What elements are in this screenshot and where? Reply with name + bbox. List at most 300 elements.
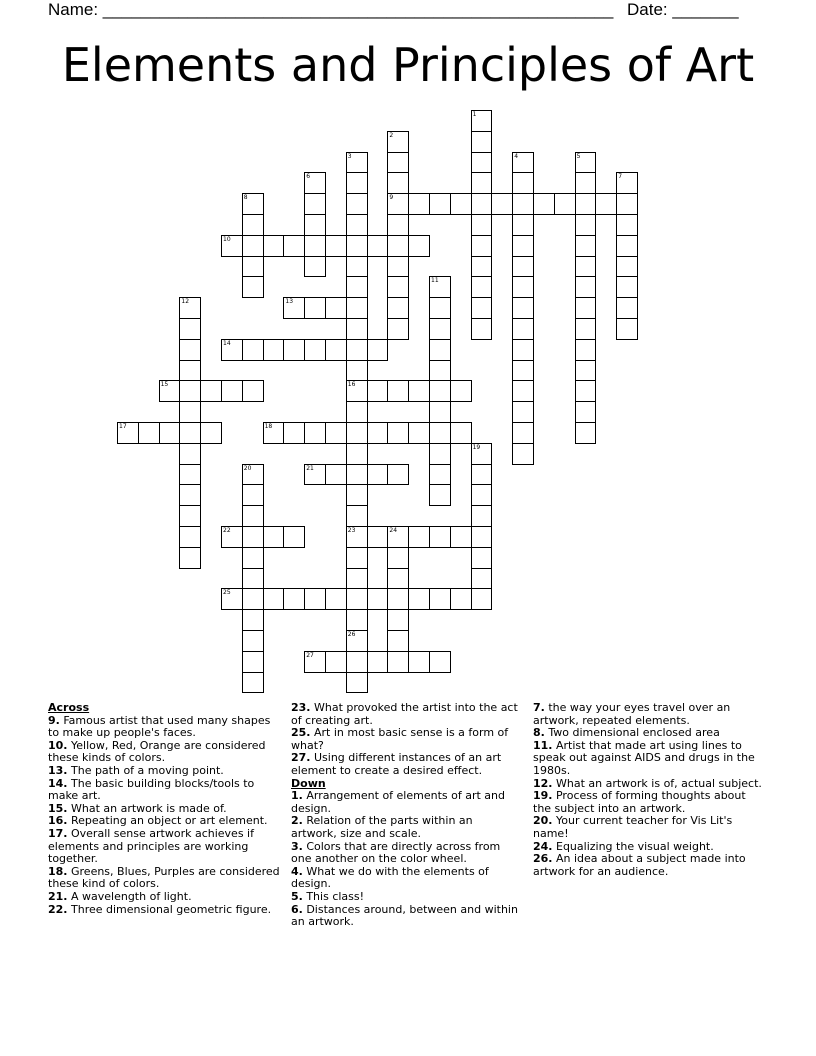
grid-cell[interactable] (283, 588, 305, 610)
grid-cell[interactable] (325, 339, 347, 361)
clue-text: What provoked the artist into the act of creating art. (291, 701, 518, 727)
grid-cell[interactable] (471, 193, 493, 215)
cell-number: 26 (347, 631, 356, 638)
grid-cell[interactable] (471, 318, 493, 340)
grid-cell[interactable] (304, 297, 326, 319)
grid-cell[interactable] (283, 339, 305, 361)
grid-cell[interactable] (387, 630, 409, 652)
grid-cell[interactable] (138, 422, 160, 444)
cell-number: 7 (618, 173, 623, 181)
grid-cell[interactable] (575, 214, 597, 236)
clue-text: The basic building blocks/tools to make art. (48, 776, 255, 803)
grid-cell[interactable] (325, 651, 347, 673)
clue-number: 3. (291, 839, 303, 853)
grid-cell[interactable] (471, 276, 493, 298)
grid-cell[interactable] (283, 297, 305, 319)
grid-cell[interactable] (159, 380, 181, 402)
grid-cell[interactable] (512, 360, 534, 382)
grid-cell[interactable] (471, 297, 493, 319)
grid-cell[interactable] (179, 318, 201, 340)
grid-cell[interactable] (263, 526, 285, 548)
clue-item (291, 904, 521, 929)
grid-cell[interactable] (512, 276, 534, 298)
clue-text: Art in most basic sense is a form of what? (291, 726, 509, 752)
cell-number: 19 (472, 443, 481, 451)
grid-cell[interactable] (429, 526, 451, 548)
grid-cell[interactable] (512, 256, 534, 278)
grid-cell[interactable] (471, 588, 493, 610)
clue-item (291, 866, 521, 891)
cell-number: 4 (514, 152, 519, 160)
grid-cell[interactable] (242, 276, 264, 298)
grid-cell[interactable] (575, 422, 597, 444)
clue-item (48, 904, 283, 917)
cell-number: 8 (243, 194, 248, 202)
clue-number: 14. (48, 776, 68, 790)
clue-text: Overall sense artwork achieves if elements and principles are working together. (48, 826, 254, 866)
grid-cell[interactable] (346, 630, 368, 652)
clue-text: What an artwork is of, actual subject. (552, 776, 762, 790)
grid-cell[interactable] (200, 380, 222, 402)
grid-cell[interactable] (387, 256, 409, 278)
grid-cell[interactable] (616, 297, 638, 319)
grid-cell[interactable] (346, 297, 368, 319)
grid-cell[interactable] (575, 256, 597, 278)
clue-text: Colors that are directly across from one another on the color wheel. (291, 839, 501, 866)
grid-cell[interactable] (346, 401, 368, 423)
grid-cell[interactable] (429, 360, 451, 382)
grid-cell[interactable] (450, 526, 472, 548)
clue-text: Yellow, Red, Orange are considered these kinds of colors. (48, 738, 266, 765)
grid-cell[interactable] (346, 256, 368, 278)
grid-cell[interactable] (387, 193, 409, 215)
clue-number: 6. (291, 902, 303, 916)
grid-cell[interactable] (221, 339, 243, 361)
clue-item (533, 740, 763, 778)
clue-number: 27. (291, 751, 311, 765)
clue-text: Your current teacher for Vis Lit's name! (533, 814, 733, 840)
clue-number: 22. (48, 902, 68, 916)
grid-cell[interactable] (512, 339, 534, 361)
clue-text: A wavelength of light. (67, 889, 192, 903)
grid-cell[interactable] (387, 297, 409, 319)
cell-number: 9 (389, 194, 394, 202)
grid-cell[interactable] (325, 235, 347, 257)
grid-cell[interactable] (429, 651, 451, 673)
grid-cell[interactable] (471, 526, 493, 548)
grid-cell[interactable] (616, 276, 638, 298)
grid-cell[interactable] (346, 609, 368, 631)
grid-cell[interactable] (179, 505, 201, 527)
grid-cell[interactable] (346, 568, 368, 590)
grid-cell[interactable] (179, 422, 201, 444)
grid-cell[interactable] (471, 131, 493, 153)
clue-number: 23. (291, 701, 311, 714)
grid-cell[interactable] (367, 380, 389, 402)
cell-number: 24 (389, 527, 398, 534)
clue-number: 16. (48, 814, 68, 828)
grid-cell[interactable] (346, 443, 368, 465)
cell-number: 16 (347, 381, 356, 389)
grid-cell[interactable] (387, 609, 409, 631)
grid-cell[interactable] (242, 630, 264, 652)
grid-cell[interactable] (408, 651, 430, 673)
grid-cell[interactable] (429, 318, 451, 340)
grid-cell[interactable] (346, 380, 368, 402)
grid-cell[interactable] (221, 526, 243, 548)
grid-cell[interactable] (346, 214, 368, 236)
grid-cell[interactable] (387, 318, 409, 340)
grid-cell[interactable] (242, 193, 264, 215)
cell-number: 5 (576, 152, 581, 160)
grid-cell[interactable] (179, 360, 201, 382)
grid-cell[interactable] (616, 193, 638, 215)
cell-number: 15 (160, 381, 169, 389)
grid-cell[interactable] (263, 235, 285, 257)
grid-cell[interactable] (346, 651, 368, 673)
grid-cell[interactable] (575, 193, 597, 215)
grid-cell[interactable] (179, 297, 201, 319)
grid-cell[interactable] (346, 172, 368, 194)
grid-cell[interactable] (242, 588, 264, 610)
clue-number: 4. (291, 864, 303, 878)
grid-cell[interactable] (179, 401, 201, 423)
grid-cell[interactable] (512, 443, 534, 465)
grid-cell[interactable] (242, 672, 264, 694)
grid-cell[interactable] (512, 193, 534, 215)
grid-cell[interactable] (242, 651, 264, 673)
grid-cell[interactable] (512, 380, 534, 402)
grid-cell[interactable] (367, 339, 389, 361)
grid-cell[interactable] (179, 339, 201, 361)
grid-cell[interactable] (387, 380, 409, 402)
grid-cell[interactable] (512, 214, 534, 236)
grid-cell[interactable] (387, 235, 409, 257)
grid-cell[interactable] (471, 505, 493, 527)
grid-cell[interactable] (221, 380, 243, 402)
grid-cell[interactable] (367, 235, 389, 257)
grid-cell[interactable] (242, 339, 264, 361)
clue-number: 11. (533, 738, 553, 752)
grid-cell[interactable] (304, 339, 326, 361)
cell-number: 12 (181, 298, 190, 306)
grid-cell[interactable] (429, 588, 451, 610)
grid-cell[interactable] (387, 152, 409, 174)
clue-text: Arrangement of elements of art and design. (291, 789, 505, 815)
clue-heading: Down (291, 776, 326, 790)
clue-item (533, 702, 763, 727)
grid-cell[interactable] (263, 422, 285, 444)
grid-cell[interactable] (512, 422, 534, 444)
clue-text: Relation of the parts within an artwork, size and scale. (291, 814, 473, 840)
cell-number: 3 (347, 152, 352, 160)
grid-cell[interactable] (575, 152, 597, 174)
clue-number: 17. (48, 826, 68, 840)
grid-cell[interactable] (512, 297, 534, 319)
grid-cell[interactable] (595, 193, 617, 215)
grid-cell[interactable] (429, 484, 451, 506)
grid-cell[interactable] (304, 256, 326, 278)
grid-cell[interactable] (471, 443, 493, 465)
grid-cell[interactable] (429, 380, 451, 402)
cell-number: 2 (389, 131, 394, 139)
grid-cell[interactable] (346, 422, 368, 444)
grid-cell[interactable] (179, 380, 201, 402)
grid-cell[interactable] (346, 318, 368, 340)
clue-number: 9. (48, 713, 60, 727)
clue-item (48, 715, 283, 740)
grid-cell[interactable] (554, 193, 576, 215)
grid-cell[interactable] (387, 422, 409, 444)
clue-item (48, 828, 283, 866)
grid-cell[interactable] (367, 422, 389, 444)
clue-item (291, 841, 521, 866)
grid-cell[interactable] (429, 422, 451, 444)
grid-cell[interactable] (512, 401, 534, 423)
grid-cell[interactable] (408, 380, 430, 402)
grid-cell[interactable] (346, 505, 368, 527)
grid-cell[interactable] (512, 318, 534, 340)
grid-cell[interactable] (429, 276, 451, 298)
grid-cell[interactable] (346, 339, 368, 361)
grid-cell[interactable] (575, 297, 597, 319)
grid-cell[interactable] (304, 172, 326, 194)
date-field-label: Date: _______ (627, 0, 739, 19)
grid-cell[interactable] (242, 235, 264, 257)
grid-cell[interactable] (346, 360, 368, 382)
clue-number: 10. (48, 738, 68, 752)
grid-cell[interactable] (221, 235, 243, 257)
grid-cell[interactable] (346, 484, 368, 506)
grid-cell[interactable] (387, 651, 409, 673)
grid-cell[interactable] (159, 422, 181, 444)
clue-number: 18. (48, 864, 68, 878)
grid-cell[interactable] (304, 464, 326, 486)
clue-number: 8. (533, 726, 545, 740)
grid-cell[interactable] (387, 547, 409, 569)
grid-cell[interactable] (325, 464, 347, 486)
grid-cell[interactable] (575, 360, 597, 382)
grid-cell[interactable] (346, 547, 368, 569)
grid-cell[interactable] (575, 401, 597, 423)
grid-cell[interactable] (471, 547, 493, 569)
grid-cell[interactable] (346, 152, 368, 174)
grid-cell[interactable] (387, 172, 409, 194)
clue-number: 20. (533, 814, 553, 828)
cell-number: 18 (264, 423, 273, 430)
cell-number: 27 (306, 651, 314, 659)
grid-cell[interactable] (387, 276, 409, 298)
grid-cell[interactable] (283, 235, 305, 257)
grid-cell[interactable] (616, 172, 638, 194)
clue-item (48, 866, 283, 891)
grid-cell[interactable] (179, 443, 201, 465)
grid-cell[interactable] (575, 235, 597, 257)
grid-cell[interactable] (575, 318, 597, 340)
cell-number: 21 (306, 464, 314, 472)
grid-cell[interactable] (616, 235, 638, 257)
grid-cell[interactable] (346, 526, 368, 548)
grid-cell[interactable] (408, 526, 430, 548)
grid-cell[interactable] (471, 152, 493, 174)
grid-cell[interactable] (367, 651, 389, 673)
grid-cell[interactable] (221, 588, 243, 610)
grid-cell[interactable] (471, 214, 493, 236)
grid-cell[interactable] (325, 588, 347, 610)
grid-cell[interactable] (429, 297, 451, 319)
clue-text: Process of forming thoughts about the subject into an artwork. (533, 789, 746, 815)
grid-cell[interactable] (575, 276, 597, 298)
grid-cell[interactable] (346, 193, 368, 215)
grid-cell[interactable] (450, 380, 472, 402)
cell-number: 6 (306, 173, 311, 181)
clue-text: Three dimensional geometric figure. (67, 902, 272, 916)
clue-text: An idea about a subject made into artwork for an audience. (533, 852, 746, 878)
clue-text: Equalizing the visual weight. (552, 839, 714, 853)
grid-cell[interactable] (512, 152, 534, 174)
grid-cell[interactable] (263, 339, 285, 361)
grid-cell[interactable] (429, 401, 451, 423)
grid-cell[interactable] (325, 422, 347, 444)
clue-item (48, 740, 283, 765)
grid-cell[interactable] (304, 193, 326, 215)
grid-cell[interactable] (408, 235, 430, 257)
clue-text: Famous artist that used many shapes to make up people's faces. (48, 713, 271, 740)
clue-number: 24. (533, 839, 553, 853)
cell-number: 17 (119, 423, 127, 430)
grid-cell[interactable] (429, 443, 451, 465)
clue-item (533, 853, 763, 878)
clue-number: 7. (533, 701, 545, 714)
grid-cell[interactable] (304, 588, 326, 610)
clue-number: 25. (291, 726, 311, 740)
grid-cell[interactable] (242, 505, 264, 527)
grid-cell[interactable] (575, 172, 597, 194)
grid-cell[interactable] (242, 464, 264, 486)
clue-text: What we do with the elements of design. (291, 864, 489, 891)
grid-cell[interactable] (616, 214, 638, 236)
grid-cell[interactable] (304, 651, 326, 673)
grid-cell[interactable] (117, 422, 139, 444)
grid-cell[interactable] (346, 235, 368, 257)
grid-cell[interactable] (616, 256, 638, 278)
cell-number: 25 (223, 589, 231, 597)
grid-cell[interactable] (408, 588, 430, 610)
grid-cell[interactable] (242, 609, 264, 631)
grid-cell[interactable] (242, 547, 264, 569)
grid-cell[interactable] (616, 318, 638, 340)
grid-cell[interactable] (367, 464, 389, 486)
grid-cell[interactable] (533, 193, 555, 215)
clue-number: 5. (291, 889, 303, 903)
grid-cell[interactable] (471, 235, 493, 257)
grid-cell[interactable] (304, 422, 326, 444)
grid-cell[interactable] (179, 547, 201, 569)
clue-text: Artist that made art using lines to speak out against AIDS and drugs in the 1980s. (533, 738, 755, 777)
clue-text: What an artwork is made of. (67, 801, 227, 815)
grid-cell[interactable] (450, 193, 472, 215)
grid-cell[interactable] (346, 464, 368, 486)
grid-cell[interactable] (387, 568, 409, 590)
grid-cell[interactable] (408, 193, 430, 215)
grid-cell[interactable] (387, 464, 409, 486)
grid-cell[interactable] (367, 588, 389, 610)
grid-cell[interactable] (471, 110, 493, 132)
clue-number: 13. (48, 763, 68, 777)
grid-cell[interactable] (575, 339, 597, 361)
clue-item (291, 790, 521, 815)
clue-text: Repeating an object or art element. (67, 814, 268, 828)
grid-cell[interactable] (471, 256, 493, 278)
cell-number: 1 (472, 111, 477, 118)
grid-cell[interactable] (450, 422, 472, 444)
grid-cell[interactable] (242, 526, 264, 548)
grid-cell[interactable] (346, 672, 368, 694)
grid-cell[interactable] (242, 380, 264, 402)
grid-cell[interactable] (242, 568, 264, 590)
grid-cell[interactable] (387, 526, 409, 548)
clue-column-3 (533, 702, 763, 878)
clue-item (291, 752, 521, 777)
cell-number: 10 (223, 235, 231, 243)
grid-cell[interactable] (179, 484, 201, 506)
grid-cell[interactable] (283, 526, 305, 548)
clue-item (48, 778, 283, 803)
clue-text: The path of a moving point. (67, 763, 224, 777)
grid-cell[interactable] (512, 172, 534, 194)
grid-cell[interactable] (179, 464, 201, 486)
grid-cell[interactable] (408, 422, 430, 444)
grid-cell[interactable] (304, 235, 326, 257)
grid-cell[interactable] (387, 214, 409, 236)
grid-cell[interactable] (346, 276, 368, 298)
grid-cell[interactable] (471, 464, 493, 486)
clue-text: Two dimensional enclosed area (544, 726, 720, 740)
grid-cell[interactable] (387, 588, 409, 610)
cell-number: 13 (285, 298, 294, 306)
clue-item (291, 702, 521, 727)
grid-cell[interactable] (491, 193, 513, 215)
clue-item (533, 815, 763, 840)
grid-cell[interactable] (471, 568, 493, 590)
clue-item (533, 790, 763, 815)
grid-cell[interactable] (200, 422, 222, 444)
grid-cell[interactable] (367, 526, 389, 548)
grid-cell[interactable] (242, 256, 264, 278)
grid-cell[interactable] (242, 214, 264, 236)
grid-cell[interactable] (429, 464, 451, 486)
grid-cell[interactable] (242, 484, 264, 506)
grid-cell[interactable] (283, 422, 305, 444)
grid-cell[interactable] (179, 526, 201, 548)
clue-number: 2. (291, 814, 303, 828)
grid-cell[interactable] (263, 588, 285, 610)
grid-cell[interactable] (429, 339, 451, 361)
grid-cell[interactable] (471, 172, 493, 194)
grid-cell[interactable] (429, 193, 451, 215)
cell-number: 20 (243, 464, 252, 472)
grid-cell[interactable] (387, 131, 409, 153)
grid-cell[interactable] (346, 588, 368, 610)
grid-cell[interactable] (575, 380, 597, 402)
grid-cell[interactable] (304, 214, 326, 236)
grid-cell[interactable] (450, 588, 472, 610)
grid-cell[interactable] (512, 235, 534, 257)
clue-number: 15. (48, 801, 68, 815)
grid-cell[interactable] (325, 297, 347, 319)
grid-cell[interactable] (471, 484, 493, 506)
name-field-label: Name: ______________________________________________________ (48, 0, 614, 19)
